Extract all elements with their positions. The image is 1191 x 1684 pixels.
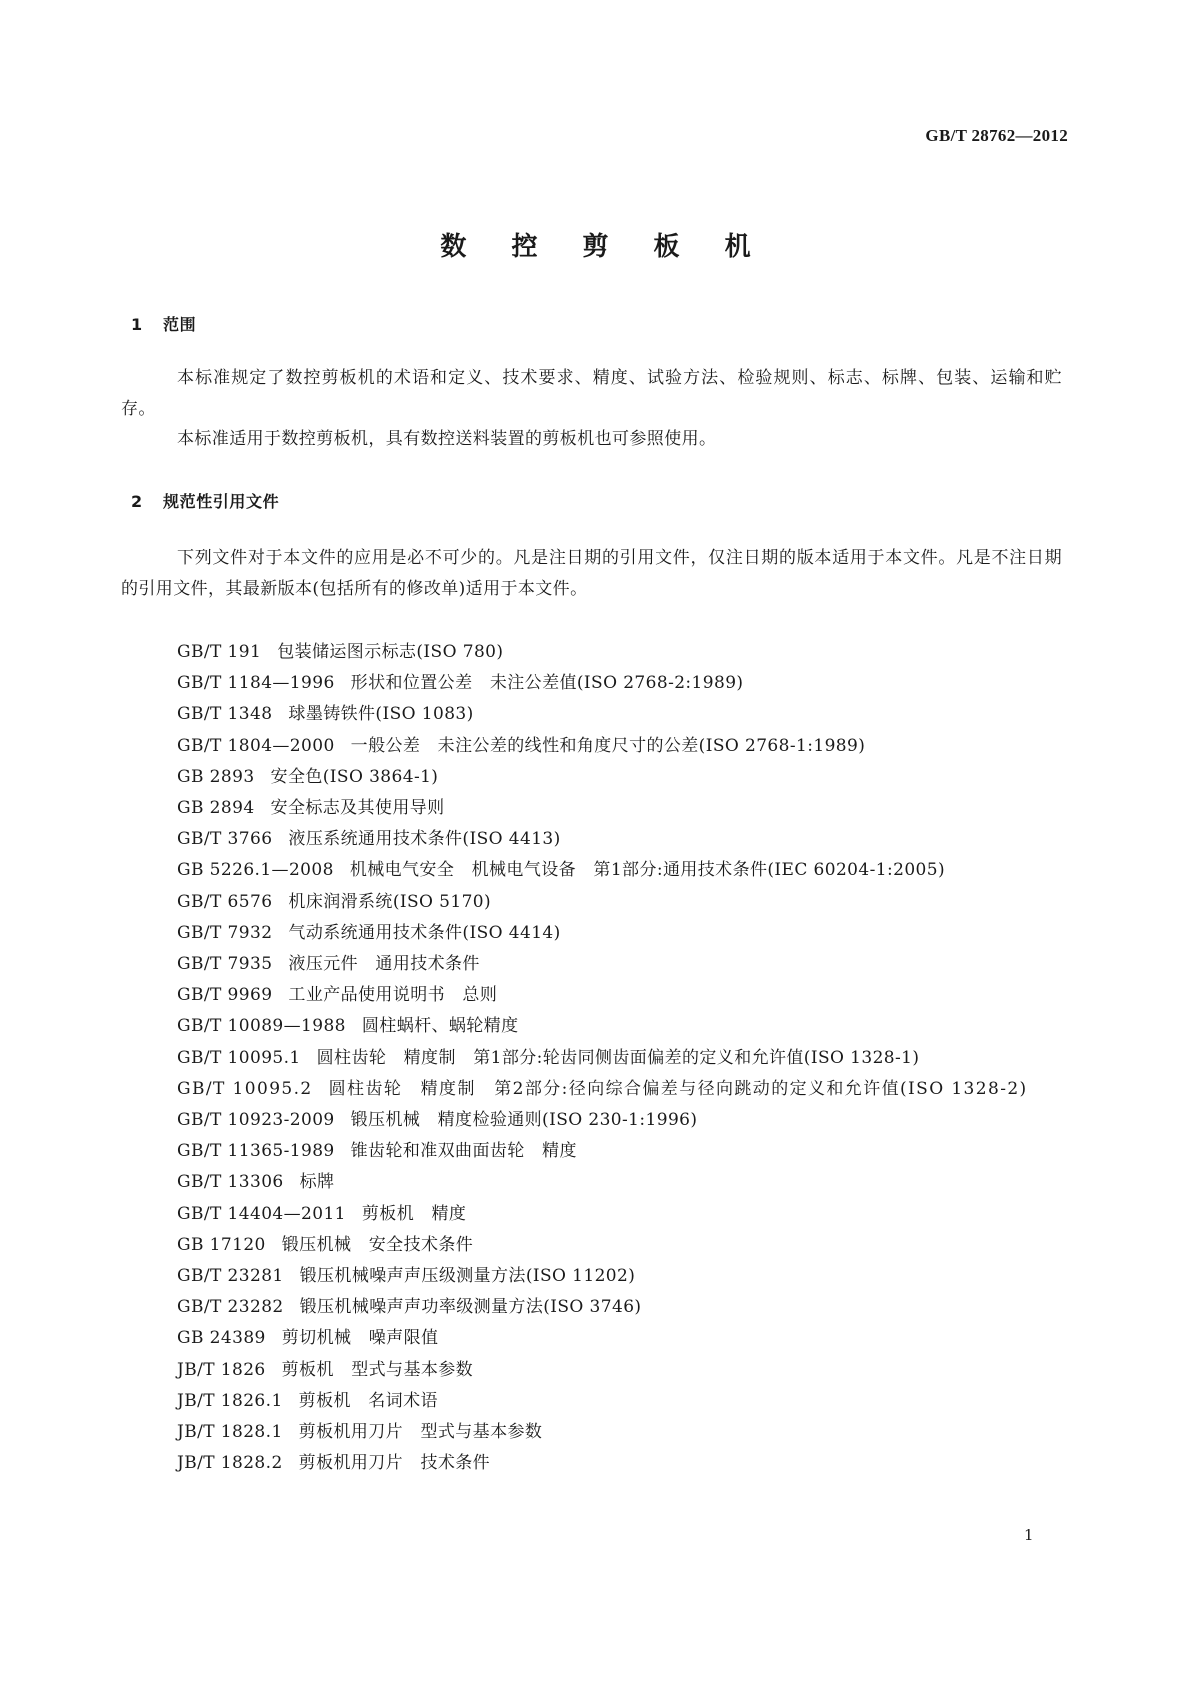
reference-item [121, 1043, 1062, 1074]
reference-code: GB 24389 [177, 1328, 266, 1349]
reference-code: GB/T 23281 [177, 1266, 284, 1287]
reference-item [121, 980, 1062, 1011]
reference-code: GB/T 7935 [177, 954, 273, 975]
section-2-title: 规范性引用文件 [163, 492, 280, 511]
section-1-heading [131, 312, 196, 335]
reference-code: GB/T 191 [177, 642, 262, 662]
reference-code: GB/T 10089—1988 [177, 1016, 346, 1037]
reference-code: JB/T 1828.2 [177, 1453, 283, 1474]
section-1-title: 范围 [163, 315, 197, 334]
reference-code: GB 2893 [177, 766, 255, 787]
reference-item [121, 1199, 1062, 1230]
reference-title: 圆柱齿轮 精度制 第2部分:径向综合偏差与径向跳动的定义和允许值(ISO 1328-2) [328, 1078, 1028, 1099]
section-2-number: 2 [131, 492, 143, 511]
reference-title: 剪板机 型式与基本参数 [281, 1359, 474, 1380]
reference-title: 锻压机械噪声声功率级测量方法(ISO 3746) [299, 1297, 642, 1318]
reference-code: GB 5226.1—2008 [177, 860, 334, 881]
reference-item [121, 1355, 1062, 1386]
reference-title: 机械电气安全 机械电气设备 第1部分:通用技术条件(IEC 60204-1:2005) [349, 860, 946, 881]
reference-title: 机床润滑系统(ISO 5170) [288, 891, 492, 912]
reference-item [121, 1323, 1062, 1354]
reference-item [121, 1136, 1062, 1167]
reference-code: GB/T 1804—2000 [177, 735, 335, 756]
reference-code: GB/T 9969 [177, 985, 273, 1006]
reference-title: 圆柱齿轮 精度制 第1部分:轮齿同侧齿面偏差的定义和允许值(ISO 1328-1) [316, 1047, 920, 1068]
reference-item [121, 731, 1062, 762]
reference-title: 剪切机械 噪声限值 [281, 1328, 439, 1349]
reference-code: JB/T 1828.1 [177, 1422, 283, 1443]
reference-code: GB/T 10095.1 [177, 1047, 301, 1068]
reference-title: 一般公差 未注公差的线性和角度尺寸的公差(ISO 2768-1:1989) [350, 735, 866, 756]
reference-item [121, 1417, 1062, 1448]
reference-title: 气动系统通用技术条件(ISO 4414) [288, 922, 561, 943]
reference-code: GB 2894 [177, 798, 255, 819]
reference-code: GB/T 6576 [177, 891, 273, 912]
reference-item [121, 699, 1062, 730]
reference-code: GB/T 10095.2 [177, 1078, 313, 1099]
reference-code: GB/T 3766 [177, 829, 273, 850]
reference-title: 安全标志及其使用导则 [270, 798, 445, 819]
reference-title: 安全色(ISO 3864-1) [270, 766, 439, 787]
reference-item [121, 1448, 1062, 1479]
reference-item [121, 637, 1062, 668]
reference-item [121, 855, 1062, 886]
reference-code: GB/T 1348 [177, 704, 273, 725]
reference-code: GB/T 13306 [177, 1172, 284, 1193]
reference-code: JB/T 1826.1 [177, 1390, 283, 1411]
reference-code: GB/T 1184—1996 [177, 673, 335, 694]
reference-title: 剪板机 名词术语 [298, 1390, 438, 1411]
reference-item [121, 668, 1062, 699]
standard-code: GB/T 28762—2012 [925, 126, 1068, 145]
reference-code: GB/T 11365-1989 [177, 1141, 335, 1162]
reference-item [121, 1074, 1062, 1105]
section-1-number: 1 [131, 315, 143, 334]
document-title: 数 控 剪 板 机 [440, 232, 769, 262]
reference-title: 液压系统通用技术条件(ISO 4413) [288, 829, 561, 850]
reference-item [121, 1386, 1062, 1417]
reference-title: 剪板机用刀片 型式与基本参数 [298, 1422, 543, 1443]
scope-paragraph-1: 本标准规定了数控剪板机的术语和定义、技术要求、精度、试验方法、检验规则、标志、标牌、包装、运输和贮存。 [121, 368, 1062, 419]
reference-item [121, 762, 1062, 793]
scope-paragraph-2: 本标准适用于数控剪板机，具有数控送料装置的剪板机也可参照使用。 [177, 429, 717, 449]
section-2-heading [131, 489, 279, 512]
reference-title: 标牌 [299, 1172, 335, 1193]
reference-item [121, 793, 1062, 824]
reference-title: 工业产品使用说明书 总则 [288, 985, 498, 1006]
reference-title: 锻压机械 安全技术条件 [281, 1234, 474, 1255]
reference-code: GB/T 7932 [177, 922, 273, 943]
reference-item [121, 1167, 1062, 1198]
reference-title: 球墨铸铁件(ISO 1083) [288, 704, 474, 725]
reference-item [121, 824, 1062, 855]
reference-code: GB/T 14404—2011 [177, 1203, 346, 1224]
reference-code: GB/T 23282 [177, 1297, 284, 1318]
reference-code: GB/T 10923-2009 [177, 1110, 335, 1131]
reference-title: 圆柱蜗杆、蜗轮精度 [361, 1016, 519, 1037]
reference-title: 锥齿轮和准双曲面齿轮 精度 [350, 1141, 577, 1162]
page-number: 1 [1024, 1526, 1034, 1544]
reference-item [121, 1230, 1062, 1261]
reference-list [121, 637, 1062, 1479]
reference-item [121, 887, 1062, 918]
references-intro: 下列文件对于本文件的应用是必不可少的。凡是注日期的引用文件，仅注日期的版本适用于本文件。凡是不注日期的引用文件，其最新版本(包括所有的修改单)适用于本文件。 [121, 548, 1062, 599]
reference-item [121, 1261, 1062, 1292]
reference-title: 形状和位置公差 未注公差值(ISO 2768-2:1989) [350, 673, 744, 694]
reference-title: 锻压机械噪声声压级测量方法(ISO 11202) [299, 1266, 636, 1287]
reference-item [121, 1011, 1062, 1042]
reference-title: 包装储运图示标志(ISO 780) [277, 642, 504, 662]
reference-item [121, 1105, 1062, 1136]
reference-title: 液压元件 通用技术条件 [288, 954, 480, 975]
reference-code: GB 17120 [177, 1234, 266, 1255]
reference-title: 剪板机用刀片 技术条件 [298, 1453, 491, 1474]
reference-title: 剪板机 精度 [361, 1203, 467, 1224]
reference-item [121, 1292, 1062, 1323]
reference-code: JB/T 1826 [177, 1359, 266, 1380]
reference-title: 锻压机械 精度检验通则(ISO 230-1:1996) [350, 1110, 698, 1131]
reference-item [121, 918, 1062, 949]
reference-item [121, 949, 1062, 980]
